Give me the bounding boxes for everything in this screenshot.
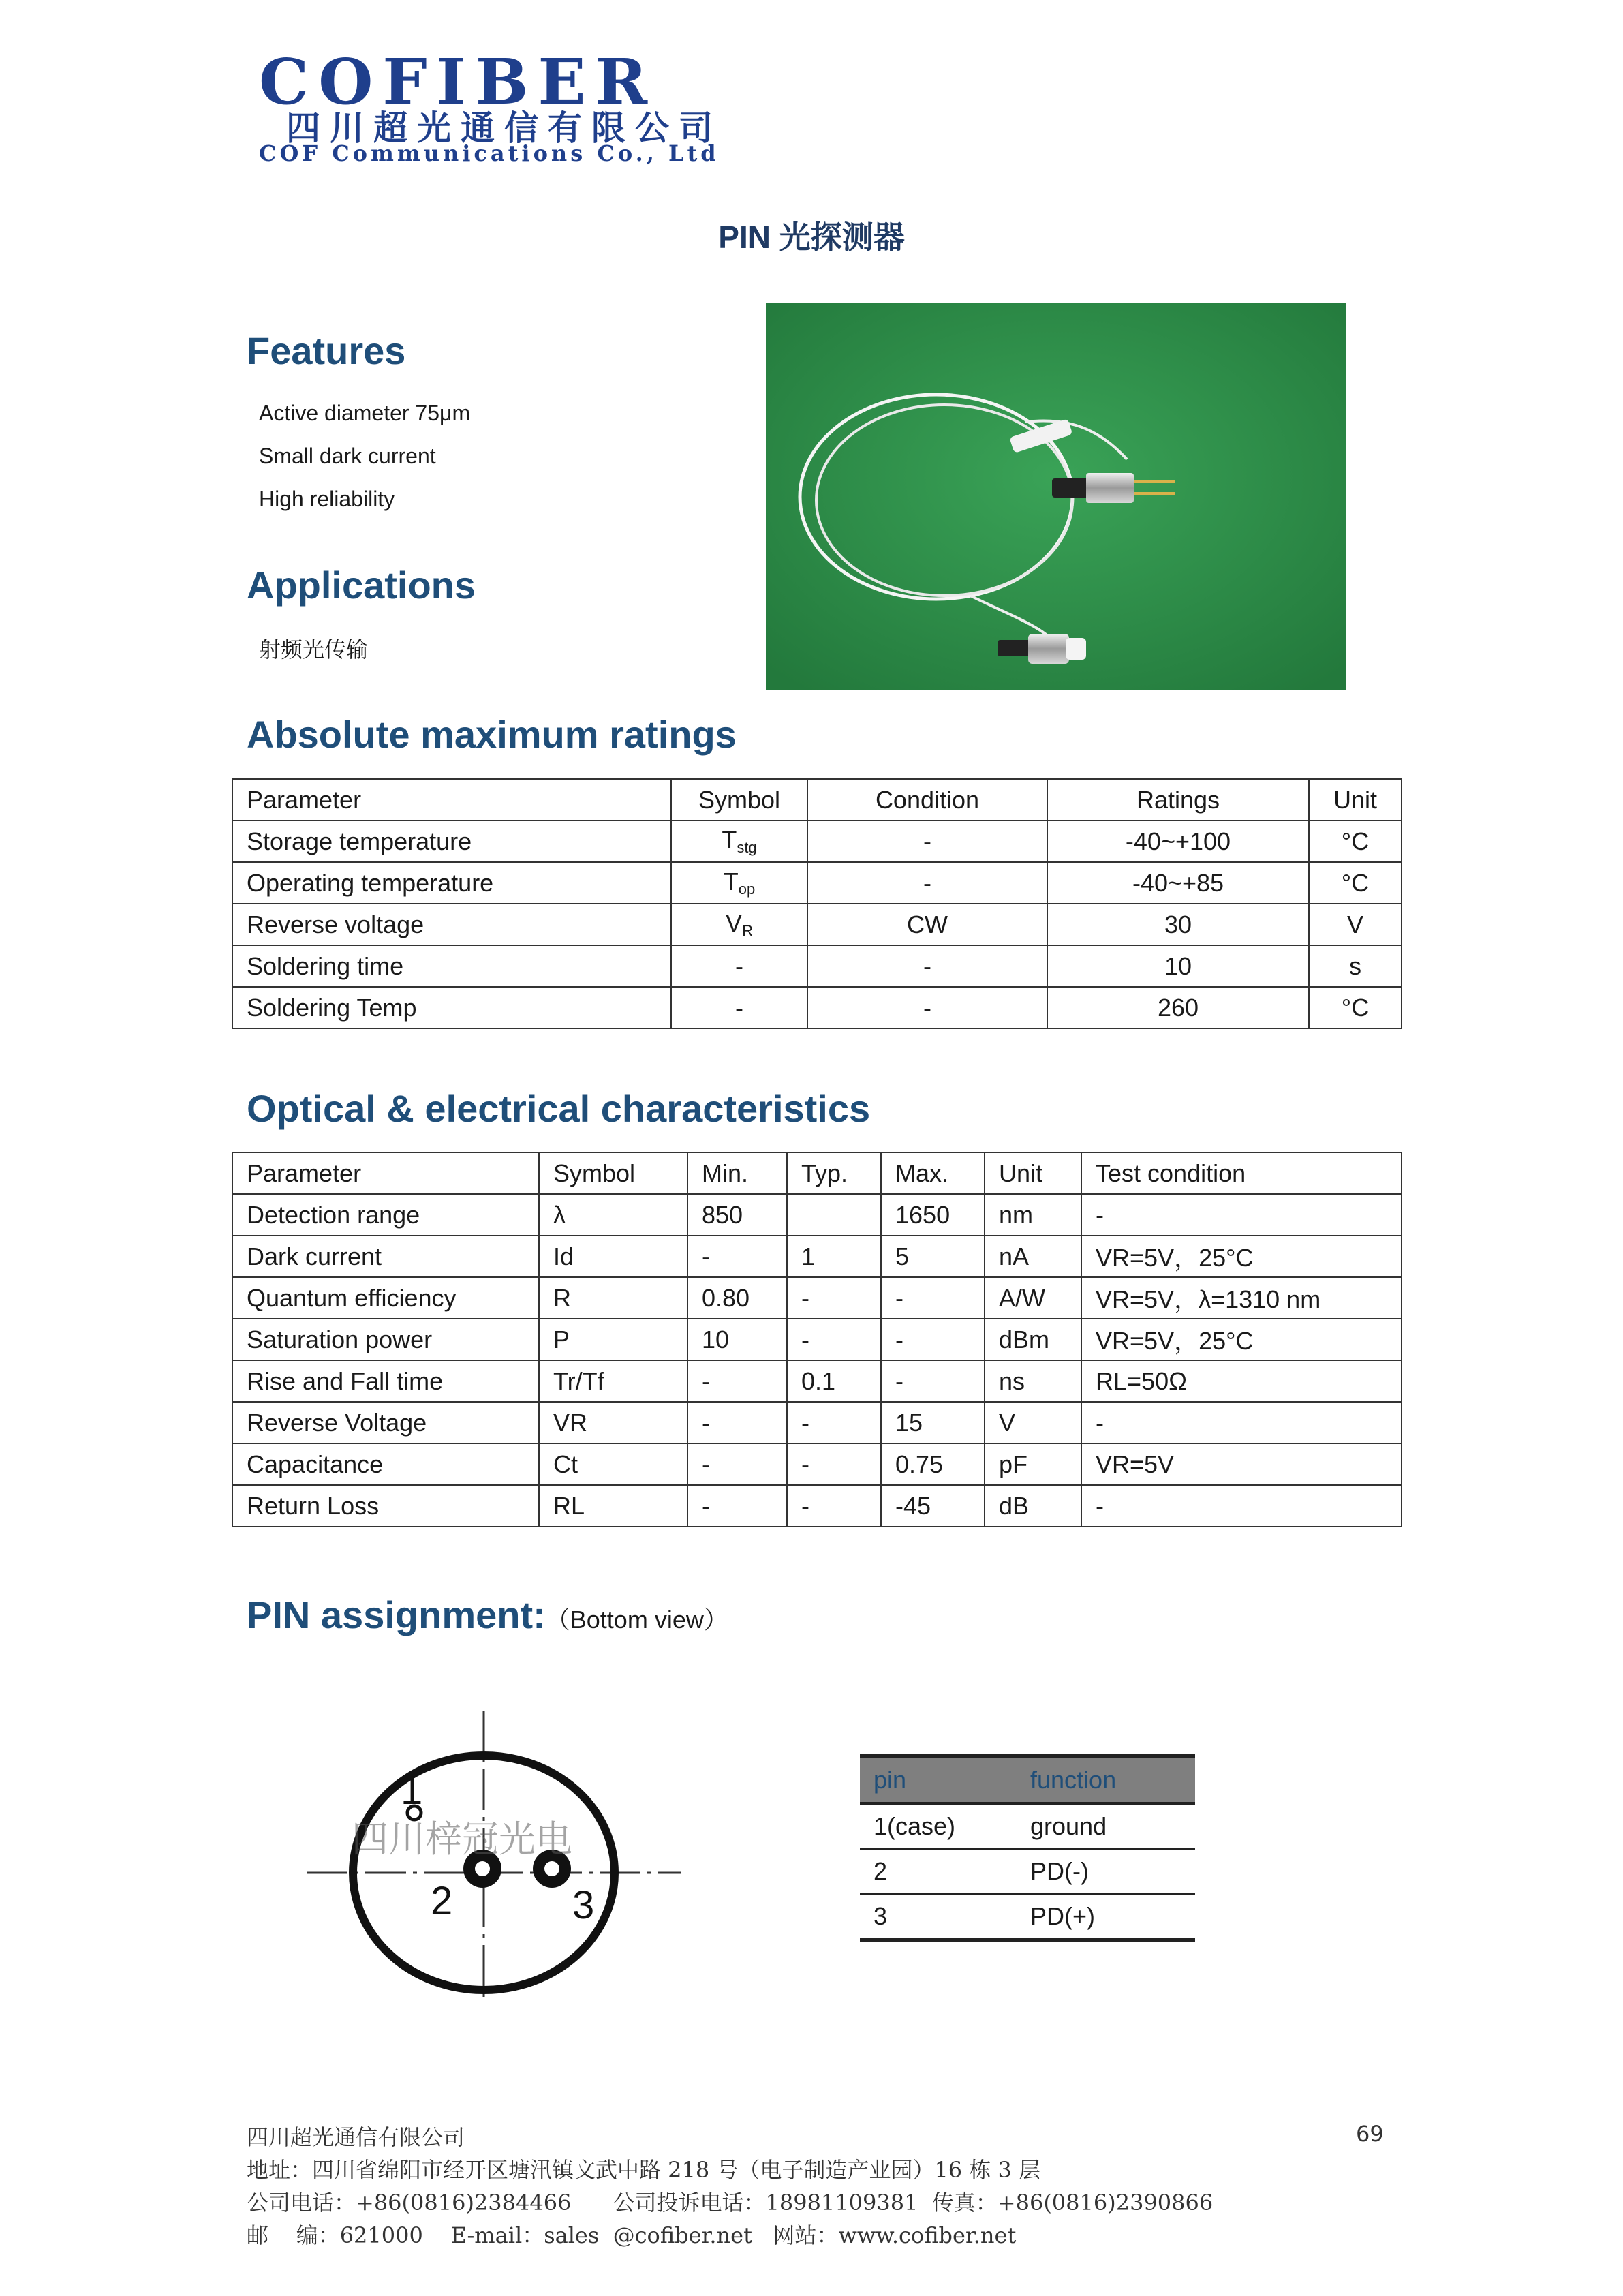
table-cell: 0.75	[881, 1443, 985, 1485]
table-cell: ns	[985, 1360, 1081, 1402]
table-cell: VR=5V	[1081, 1443, 1402, 1485]
table-cell: Soldering time	[232, 945, 671, 987]
table-row	[860, 1849, 1195, 1894]
symbol-cell	[671, 904, 807, 945]
table-header-cell: Parameter	[232, 779, 671, 821]
table-cell: pF	[985, 1443, 1081, 1485]
table-header-row	[232, 1152, 1402, 1194]
feature-item: High reliability	[259, 487, 395, 511]
table-cell: VR	[539, 1402, 687, 1443]
table-cell: 1650	[881, 1194, 985, 1236]
table-cell: 0.80	[687, 1277, 787, 1319]
feature-item: Small dark current	[259, 444, 436, 468]
symbol-subscript: op	[738, 881, 756, 898]
table-cell: dB	[985, 1485, 1081, 1527]
table-row	[232, 987, 1402, 1028]
table-cell: PD(+)	[1017, 1894, 1195, 1940]
table-cell: Reverse voltage	[232, 904, 671, 945]
table-cell: 5	[881, 1236, 985, 1277]
optical-table	[232, 1152, 1402, 1527]
footer-phone: 公司电话：+86(0816)2384466 公司投诉电话：18981109381 传真：+86(0816)2390866	[247, 2190, 1214, 2216]
symbol-subscript: stg	[737, 839, 757, 856]
table-cell: -	[881, 1319, 985, 1360]
table-cell: Tr/Tf	[539, 1360, 687, 1402]
table-cell	[787, 1194, 881, 1236]
watermark-text: 四川梓冠光电	[352, 1819, 572, 1860]
table-row	[232, 904, 1402, 945]
table-header-cell: Symbol	[539, 1152, 687, 1194]
table-row	[232, 1360, 1402, 1402]
table-cell: 1	[787, 1236, 881, 1277]
table-cell: λ	[539, 1194, 687, 1236]
logo-wordmark: COFIBER	[259, 45, 658, 119]
company-logo	[259, 45, 872, 166]
table-row	[232, 821, 1402, 862]
table-cell: -	[687, 1443, 787, 1485]
table-cell: 10	[687, 1319, 787, 1360]
table-row	[232, 945, 1402, 987]
table-cell: -	[687, 1360, 787, 1402]
table-cell: 1(case)	[860, 1803, 1017, 1849]
table-cell: -	[787, 1443, 881, 1485]
table-header-cell: Unit	[1309, 779, 1402, 821]
table-cell: 30	[1047, 904, 1309, 945]
page-footer	[247, 2121, 1213, 2252]
table-row	[232, 862, 1402, 904]
table-cell: CW	[807, 904, 1047, 945]
table-header-cell: Max.	[881, 1152, 985, 1194]
table-cell: Dark current	[232, 1236, 539, 1277]
table-cell: s	[1309, 945, 1402, 987]
footer-company: 四川超光通信有限公司	[247, 2124, 465, 2150]
table-header-cell: Parameter	[232, 1152, 539, 1194]
table-cell: ground	[1017, 1803, 1195, 1849]
applications-heading: Applications	[247, 564, 476, 607]
features-heading: Features	[247, 329, 406, 372]
table-header-cell: Typ.	[787, 1152, 881, 1194]
symbol-text: T	[722, 826, 737, 854]
pin-function-table	[860, 1754, 1195, 1942]
logo-company-en: COF Communications Co., Ltd	[259, 140, 720, 166]
table-cell: RL=50Ω	[1081, 1360, 1402, 1402]
symbol-text: T	[723, 868, 739, 896]
table-cell: 3	[860, 1894, 1017, 1940]
table-header-cell: Ratings	[1047, 779, 1309, 821]
pin-label-3: 3	[572, 1883, 595, 1927]
table-cell: -	[807, 821, 1047, 862]
table-cell: -	[881, 1277, 985, 1319]
table-cell: -	[787, 1277, 881, 1319]
table-cell: nA	[985, 1236, 1081, 1277]
table-cell: 260	[1047, 987, 1309, 1028]
table-row	[232, 1402, 1402, 1443]
optical-heading: Optical & electrical characteristics	[247, 1087, 871, 1130]
table-cell: V	[985, 1402, 1081, 1443]
abs-max-heading: Absolute maximum ratings	[247, 713, 737, 756]
table-header-row	[860, 1756, 1195, 1803]
table-cell: Id	[539, 1236, 687, 1277]
document-title: PIN 光探测器	[718, 219, 905, 255]
footer-address: 地址：四川省绵阳市经开区塘汛镇文武中路 218 号（电子制造产业园）16 栋 3 层	[247, 2157, 1041, 2183]
table-cell: 0.1	[787, 1360, 881, 1402]
table-cell: Rise and Fall time	[232, 1360, 539, 1402]
table-cell: dBm	[985, 1319, 1081, 1360]
table-row	[860, 1894, 1195, 1940]
table-cell: -	[1081, 1485, 1402, 1527]
table-cell: 2	[860, 1849, 1017, 1894]
table-cell: Operating temperature	[232, 862, 671, 904]
table-row	[232, 1319, 1402, 1360]
table-header-cell: Symbol	[671, 779, 807, 821]
table-header-cell: Min.	[687, 1152, 787, 1194]
symbol-cell	[671, 862, 807, 904]
table-cell: -	[687, 1485, 787, 1527]
table-header-cell: pin	[860, 1756, 1017, 1803]
table-header-cell: Test condition	[1081, 1152, 1402, 1194]
table-cell: -40~+85	[1047, 862, 1309, 904]
table-cell: °C	[1309, 862, 1402, 904]
table-row	[232, 1277, 1402, 1319]
pin-label-1: 1	[401, 1769, 423, 1813]
table-cell: °C	[1309, 987, 1402, 1028]
table-cell: R	[539, 1277, 687, 1319]
table-header-row	[232, 779, 1402, 821]
table-cell: Return Loss	[232, 1485, 539, 1527]
table-cell: -	[687, 1236, 787, 1277]
table-cell: 850	[687, 1194, 787, 1236]
table-row	[232, 1443, 1402, 1485]
footer-contact: 邮 编：621000 E-mail：sales @cofiber.net 网站：www.cofiber.net	[247, 2222, 1017, 2248]
symbol-text: V	[726, 909, 743, 937]
symbol-subscript: R	[742, 922, 753, 939]
table-cell: -	[807, 862, 1047, 904]
table-cell: -	[787, 1485, 881, 1527]
pin-diagram	[300, 1711, 681, 1997]
table-cell: -	[687, 1402, 787, 1443]
table-cell: P	[539, 1319, 687, 1360]
table-cell: -	[1081, 1402, 1402, 1443]
table-header-cell: function	[1017, 1756, 1195, 1803]
abs-max-table	[232, 778, 1402, 1029]
table-row	[232, 1236, 1402, 1277]
table-cell: °C	[1309, 821, 1402, 862]
table-cell: RL	[539, 1485, 687, 1527]
table-cell: 15	[881, 1402, 985, 1443]
table-cell: VR=5V，λ=1310 nm	[1081, 1277, 1402, 1319]
table-cell: A/W	[985, 1277, 1081, 1319]
pin-assignment-subtitle: （Bottom view）	[545, 1606, 728, 1634]
table-cell: PD(-)	[1017, 1849, 1195, 1894]
pin-assignment-heading	[247, 1593, 728, 1637]
table-cell: nm	[985, 1194, 1081, 1236]
table-cell: Quantum efficiency	[232, 1277, 539, 1319]
table-cell: -	[787, 1402, 881, 1443]
application-item: 射频光传输	[259, 637, 369, 662]
table-cell: -	[787, 1319, 881, 1360]
symbol-cell	[671, 821, 807, 862]
table-cell: Ct	[539, 1443, 687, 1485]
pin-assignment-title: PIN assignment:	[247, 1593, 546, 1636]
table-cell: VR=5V，25°C	[1081, 1236, 1402, 1277]
table-cell: Storage temperature	[232, 821, 671, 862]
table-cell: Soldering Temp	[232, 987, 671, 1028]
table-cell: -	[1081, 1194, 1402, 1236]
table-cell: -	[671, 945, 807, 987]
table-cell: Reverse Voltage	[232, 1402, 539, 1443]
table-cell: VR=5V，25°C	[1081, 1319, 1402, 1360]
table-cell: -	[807, 945, 1047, 987]
table-cell: -45	[881, 1485, 985, 1527]
table-cell: -40~+100	[1047, 821, 1309, 862]
table-cell: V	[1309, 904, 1402, 945]
pin-label-2: 2	[431, 1879, 453, 1923]
table-row	[232, 1485, 1402, 1527]
table-cell: Saturation power	[232, 1319, 539, 1360]
page-number: 69	[1356, 2121, 1384, 2147]
table-row	[860, 1803, 1195, 1849]
table-cell: Detection range	[232, 1194, 539, 1236]
table-header-cell: Condition	[807, 779, 1047, 821]
feature-item: Active diameter 75μm	[259, 401, 471, 425]
table-row	[232, 1194, 1402, 1236]
table-cell: -	[881, 1360, 985, 1402]
table-cell: Capacitance	[232, 1443, 539, 1485]
logo-company-cn: 四川超光通信有限公司	[286, 108, 722, 148]
table-header-cell: Unit	[985, 1152, 1081, 1194]
product-photo	[766, 303, 1346, 690]
table-cell: 10	[1047, 945, 1309, 987]
table-cell: -	[671, 987, 807, 1028]
table-cell: -	[807, 987, 1047, 1028]
